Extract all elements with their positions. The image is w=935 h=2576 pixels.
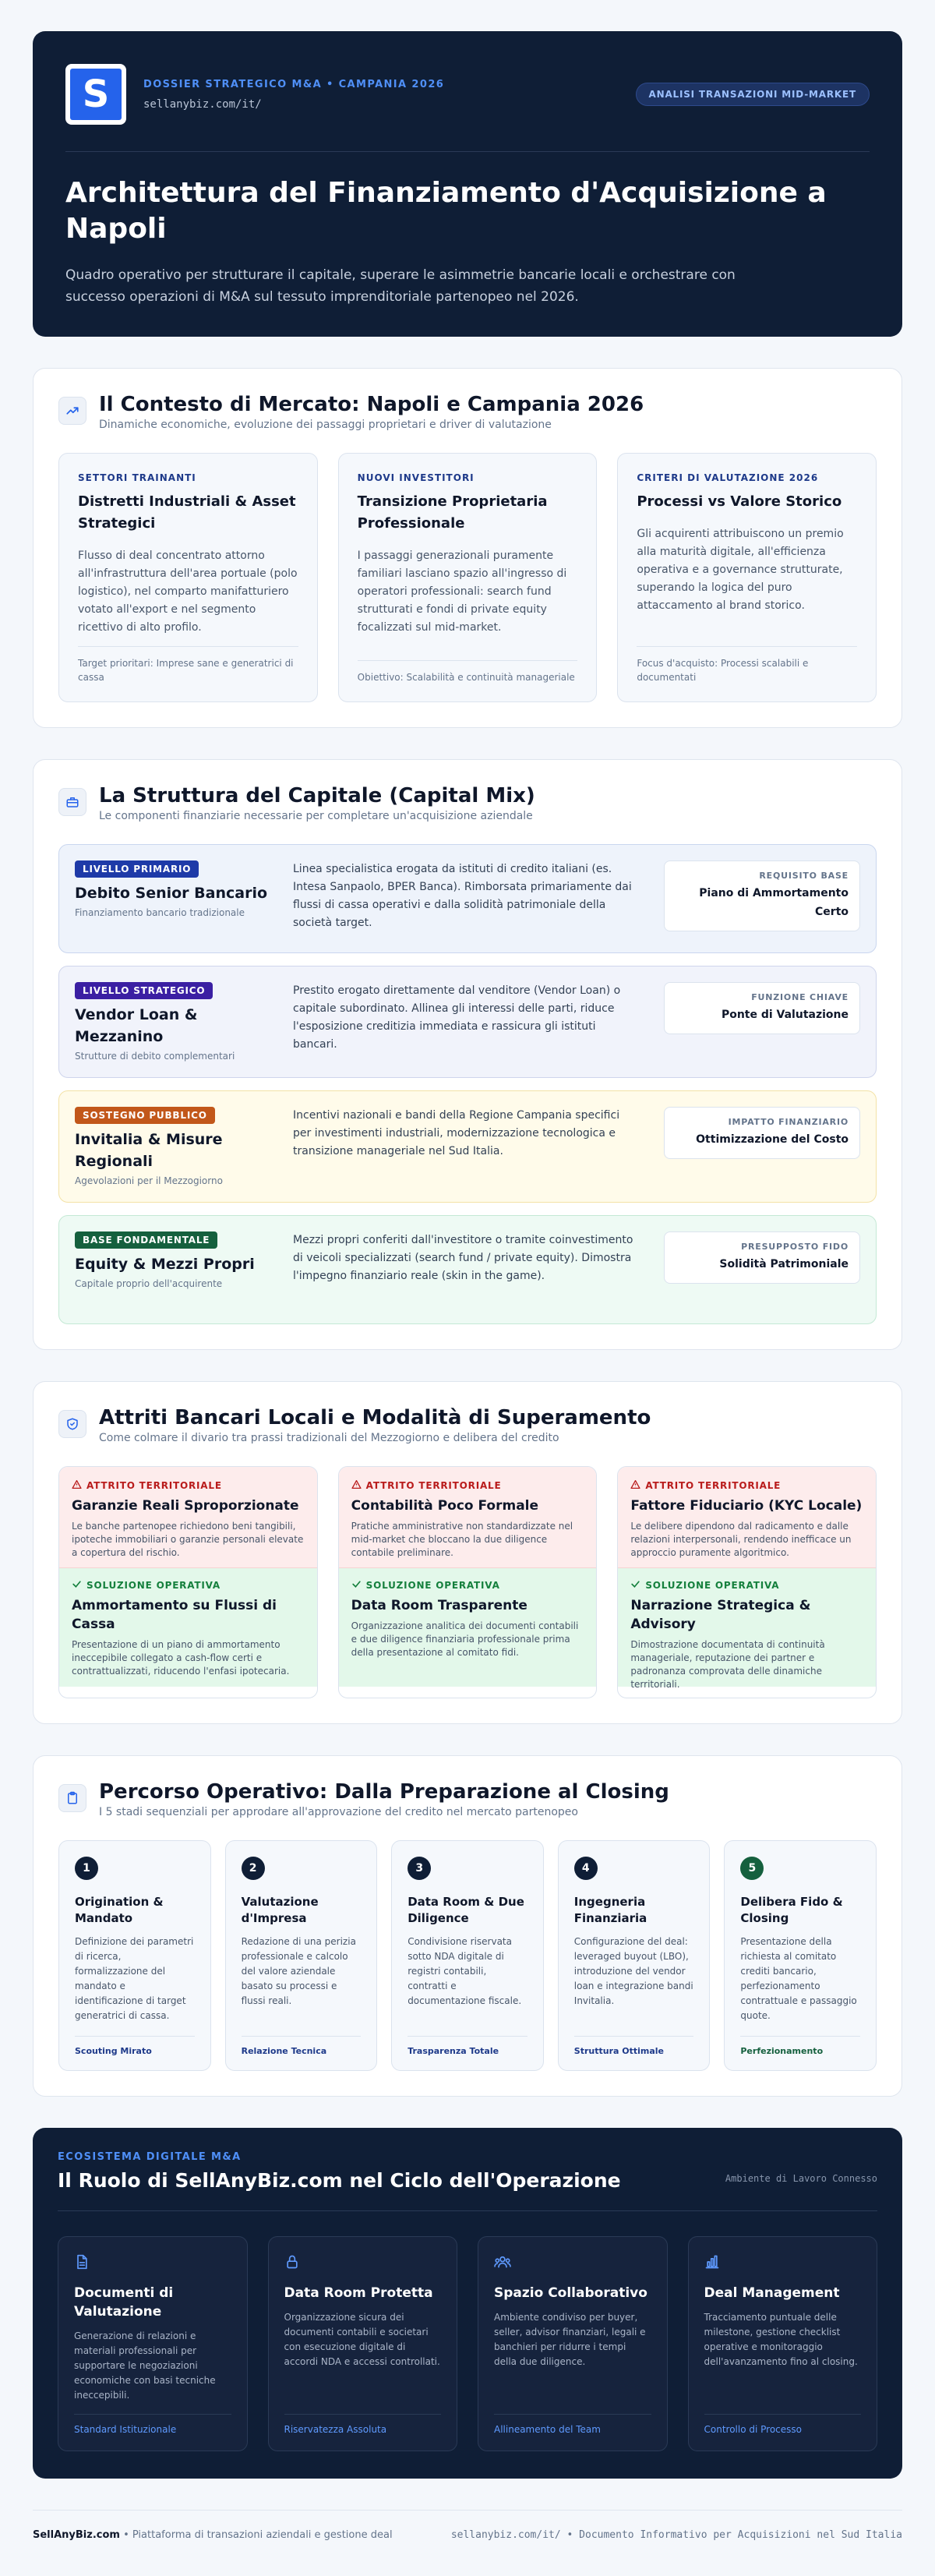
eco-title: Il Ruolo di SellAnyBiz.com nel Ciclo dell'Operazione: [58, 2169, 621, 2192]
page-footer: [33, 2510, 902, 2541]
check-icon: [72, 1579, 82, 1592]
risk-tag: ATTRITO TERRITORIALE: [645, 1480, 782, 1491]
row-subtitle: Strutture di debito complementari: [75, 1051, 235, 1062]
page-subtitle: Quadro operativo per strutturare il capitale, superare le asimmetrie bancarie locali e orchestrare con successo operazioni di M&A sul tessuto imprenditoriale partenopeo nel 2026.: [65, 267, 736, 305]
card-body: Flusso di deal concentrato attorno all'infrastruttura dell'area portuale (polo logistico), nel comparto manifatturiero votato all'export e nel segmento ricettivo di alto profilo.: [78, 549, 298, 634]
row-title: Equity & Mezzi Propri: [75, 1256, 255, 1273]
trending-up-icon: [58, 397, 86, 425]
briefcase-icon: [58, 788, 86, 816]
eco-card-body: Generazione di relazioni e materiali professionali per supportare le negoziazioni economiche con basi tecniche ineccepibili.: [74, 2330, 216, 2401]
eco-card-footer: Standard Istituzionale: [74, 2414, 231, 2435]
market-card: [617, 453, 877, 702]
capital-section: [33, 759, 902, 1350]
step-footer: Relazione Tecnica: [242, 2036, 362, 2056]
level-badge: LIVELLO STRATEGICO: [75, 982, 213, 999]
eco-card-body: Ambiente condiviso per buyer, seller, advisor finanziari, legali e banchieri per ridurre i tempi della due diligence.: [494, 2312, 646, 2367]
row-title: Debito Senior Bancario: [75, 885, 268, 902]
row-requirement-box: [664, 860, 860, 931]
hero-badge: ANALISI TRANSAZIONI MID-MARKET: [636, 83, 870, 106]
page-title: Architettura del Finanziamento d'Acquisizione a Napoli: [65, 177, 827, 245]
capital-row: [58, 844, 877, 953]
risk-body: Le delibere dipendono dal radicamento e dalle relazioni interpersonali, rendendo inefficace un approccio puramente algoritmico.: [630, 1521, 852, 1558]
solution-tag: SOLUZIONE OPERATIVA: [645, 1580, 780, 1591]
brand: [65, 64, 444, 125]
section-title: Il Contesto di Mercato: Napoli e Campania 2026: [99, 393, 644, 416]
check-icon: [351, 1579, 362, 1592]
card-body: I passaggi generazionali puramente familiari lasciano spazio all'ingresso di operatori professionali: search fund strutturati e fondi di private equity focalizzati sul mid-market.: [357, 549, 567, 634]
step-card: [58, 1840, 211, 2071]
eco-kicker: ECOSISTEMA DIGITALE M&A: [58, 2151, 242, 2163]
step-card: [724, 1840, 877, 2071]
row-body: Mezzi propri conferiti dall'investitore o tramite coinvestimento di veicoli specializzati (search fund / private equity). Dimostra l'impegno finanziario reale (skin in the game).: [293, 1234, 633, 1282]
card-body: Gli acquirenti attribuiscono un premio alla maturità digitale, all'efficienza operativa e a governance strutturate, superando la logica del puro attaccamento al brand storico.: [637, 528, 844, 612]
risk-body: Pratiche amministrative non standardizzate nel mid-market che bloccano la due diligence contabile preliminare.: [351, 1521, 573, 1558]
level-badge: LIVELLO PRIMARIO: [75, 860, 199, 878]
card-tag: SETTORI TRAINANTI: [78, 472, 196, 483]
market-card: [58, 453, 318, 702]
eco-card: [478, 2236, 668, 2451]
solution-body: Presentazione di un piano di ammortamento ineccepibile collegato a cash-flow certi e contrattualizzati, riducendo l'enfasi ipotecaria.: [72, 1639, 290, 1677]
step-body: Configurazione del deal: leveraged buyout (LBO), introduzione del vendor loan e integrazione bandi Invitalia.: [573, 1936, 693, 2006]
step-title: Data Room & Due Diligence: [408, 1895, 524, 1925]
warning-icon: [351, 1479, 362, 1492]
risk-tag: ATTRITO TERRITORIALE: [365, 1480, 502, 1491]
step-number: 3: [408, 1857, 431, 1880]
eco-card-title: Data Room Protetta: [284, 2285, 433, 2301]
step-body: Condivisione riservata sotto NDA digitale di registri contabili, contratti e documentazione fiscale.: [408, 1936, 522, 2006]
step-title: Origination & Mandato: [75, 1895, 164, 1925]
section-title: Attriti Bancari Locali e Modalità di Superamento: [99, 1406, 651, 1429]
box-label: REQUISITO BASE: [759, 871, 849, 881]
row-subtitle: Capitale proprio dell'acquirente: [75, 1278, 223, 1289]
friction-card: [338, 1466, 598, 1698]
card-tag: NUOVI INVESTITORI: [357, 472, 475, 483]
step-card: [391, 1840, 544, 2071]
card-title: Transizione Proprietaria Professionale: [357, 493, 548, 532]
hero-url: sellanybiz.com/it/: [143, 97, 262, 111]
risk-tag: ATTRITO TERRITORIALE: [86, 1480, 222, 1491]
solution-tag: SOLUZIONE OPERATIVA: [365, 1580, 500, 1591]
row-subtitle: Agevolazioni per il Mezzogiorno: [75, 1175, 223, 1186]
solution-title: Data Room Trasparente: [351, 1598, 527, 1613]
eco-card: [268, 2236, 458, 2451]
row-body: Prestito erogato direttamente dal venditore (Vendor Loan) o capitale subordinato. Allinea gli interessi delle parti, riduce l'esposizione creditizia immediata e rassicura gli istituti bancari.: [293, 984, 621, 1051]
step-card: [225, 1840, 378, 2071]
step-number: 5: [740, 1857, 764, 1880]
footer-tagline: • Piattaforma di transazioni aziendali e gestione deal: [123, 2529, 393, 2541]
section-subtitle: Le componenti finanziarie necessarie per completare un'acquisizione aziendale: [99, 810, 533, 822]
eco-card-title: Documenti di Valutazione: [74, 2285, 174, 2320]
hero-kicker: DOSSIER STRATEGICO M&A • CAMPANIA 2026: [143, 78, 445, 90]
step-body: Definizione dei parametri di ricerca, formalizzazione del mandato e identificazione di target generatrici di cassa.: [75, 1936, 194, 2021]
row-body: Incentivi nazionali e bandi della Regione Campania specifici per investimenti industriali, modernizzazione tecnologica e transizione manageriale nel Sud Italia.: [293, 1109, 620, 1157]
step-footer: Scouting Mirato: [75, 2036, 195, 2056]
level-badge: SOSTEGNO PUBBLICO: [75, 1107, 215, 1124]
warning-icon: [630, 1479, 640, 1492]
box-value: Ponte di Valutazione: [721, 1009, 849, 1021]
step-body: Presentazione della richiesta al comitato crediti bancario, perfezionamento contrattuale e passaggio quote.: [740, 1936, 857, 2021]
warning-icon: [72, 1479, 82, 1492]
friction-section: [33, 1381, 902, 1724]
risk-body: Le banche partenopee richiedono beni tangibili, ipoteche immobiliari o garanzie personali elevate a copertura del rischio.: [72, 1521, 304, 1558]
eco-card-body: Tracciamento puntuale delle milestone, gestione checklist operative e monitoraggio dell'avanzamento fino al closing.: [704, 2312, 858, 2367]
shield-check-icon: [58, 1410, 86, 1438]
users-icon: [494, 2254, 651, 2273]
risk-title: Contabilità Poco Formale: [351, 1498, 539, 1514]
ecosystem-section: [33, 2128, 902, 2479]
section-subtitle: I 5 stadi sequenziali per approdare all'approvazione del credito nel mercato partenopeo: [99, 1806, 578, 1818]
step-number: 2: [242, 1857, 265, 1880]
logo-mark: S: [70, 69, 122, 120]
solution-title: Narrazione Strategica & Advisory: [630, 1598, 811, 1632]
document-icon: [74, 2254, 231, 2273]
market-section: [33, 368, 902, 728]
logo: [65, 64, 126, 125]
step-card: [558, 1840, 711, 2071]
section-title: La Struttura del Capitale (Capital Mix): [99, 784, 535, 807]
row-title: Invitalia & Misure Regionali: [75, 1131, 223, 1170]
footer-brand: SellAnyBiz.com: [33, 2529, 120, 2541]
hero-banner: [33, 31, 902, 337]
capital-row: [58, 966, 877, 1078]
step-footer: Perfezionamento: [740, 2036, 860, 2056]
section-subtitle: Come colmare il divario tra prassi tradizionali del Mezzogiorno e delibera del credito: [99, 1432, 559, 1444]
box-value: Solidità Patrimoniale: [719, 1258, 849, 1270]
eco-card: [688, 2236, 878, 2451]
risk-title: Garanzie Reali Sproporzionate: [72, 1498, 299, 1514]
box-label: IMPATTO FINANZIARIO: [728, 1117, 849, 1127]
eco-card-title: Deal Management: [704, 2285, 840, 2301]
section-title: Percorso Operativo: Dalla Preparazione al Closing: [99, 1780, 669, 1804]
row-requirement-box: [664, 1107, 860, 1159]
capital-row: [58, 1215, 877, 1324]
step-footer: Trasparenza Totale: [408, 2036, 527, 2056]
level-badge: BASE FONDAMENTALE: [75, 1231, 217, 1249]
box-label: FUNZIONE CHIAVE: [751, 992, 849, 1002]
eco-card-body: Organizzazione sicura dei documenti contabili e societari con esecuzione digitale di accordi NDA e accessi controllati.: [284, 2312, 440, 2367]
eco-card-footer: Allineamento del Team: [494, 2414, 651, 2435]
eco-card-footer: Riservatezza Assoluta: [284, 2414, 442, 2435]
solution-tag: SOLUZIONE OPERATIVA: [86, 1580, 221, 1591]
check-icon: [630, 1579, 640, 1592]
eco-card-title: Spazio Collaborativo: [494, 2285, 647, 2301]
chart-icon: [704, 2254, 862, 2273]
card-tag: CRITERI DI VALUTAZIONE 2026: [637, 472, 819, 483]
card-footer: Obiettivo: Scalabilità e continuità manageriale: [358, 660, 578, 684]
friction-card: [58, 1466, 318, 1698]
capital-row: [58, 1090, 877, 1203]
card-footer: Focus d'acquisto: Processi scalabili e documentati: [637, 646, 857, 684]
solution-body: Dimostrazione documentata di continuità manageriale, reputazione dei partner e padronanza comprovata delle dinamiche territoriali.: [630, 1639, 825, 1690]
card-title: Processi vs Valore Storico: [637, 493, 842, 510]
footer-right: sellanybiz.com/it/ • Documento Informativo per Acquisizioni nel Sud Italia: [450, 2529, 902, 2541]
card-footer: Target prioritari: Imprese sane e generatrici di cassa: [78, 646, 298, 684]
risk-title: Fattore Fiduciario (KYC Locale): [630, 1498, 863, 1514]
clipboard-icon: [58, 1784, 86, 1812]
solution-body: Organizzazione analitica dei documenti contabili e due diligence finanziaria professionale prima della presentazione al comitato fidi.: [351, 1620, 579, 1658]
step-number: 4: [574, 1857, 598, 1880]
section-subtitle: Dinamiche economiche, evoluzione dei passaggi proprietari e driver di valutazione: [99, 419, 552, 431]
market-card: [338, 453, 598, 702]
row-body: Linea specialistica erogata da istituti di credito italiani (es. Intesa Sanpaolo, BPER Banca). Rimborsata primariamente dai flussi di cassa operativi e dalla solidità patrimoniale della società target.: [293, 863, 632, 929]
row-requirement-box: [664, 982, 860, 1034]
solution-title: Ammortamento su Flussi di Cassa: [72, 1598, 277, 1632]
step-title: Ingegneria Finanziaria: [573, 1895, 647, 1925]
friction-card: [617, 1466, 877, 1698]
lock-icon: [284, 2254, 442, 2273]
step-title: Delibera Fido & Closing: [740, 1895, 843, 1925]
row-requirement-box: [664, 1231, 860, 1284]
row-subtitle: Finanziamento bancario tradizionale: [75, 907, 245, 918]
step-number: 1: [75, 1857, 98, 1880]
step-footer: Struttura Ottimale: [574, 2036, 694, 2056]
eco-label: Ambiente di Lavoro Connesso: [725, 2173, 877, 2184]
card-title: Distretti Industriali & Asset Strategici: [78, 493, 296, 532]
eco-card: [58, 2236, 248, 2451]
step-title: Valutazione d'Impresa: [241, 1895, 319, 1925]
step-body: Redazione di una perizia professionale e calcolo del valore aziendale basato su processi e flussi reali.: [241, 1936, 356, 2006]
eco-card-footer: Controllo di Processo: [704, 2414, 862, 2435]
box-value: Ottimizzazione del Costo: [696, 1133, 849, 1146]
box-value: Piano di Ammortamento Certo: [699, 887, 849, 918]
row-title: Vendor Loan & Mezzanino: [75, 1006, 198, 1045]
steps-section: [33, 1755, 902, 2097]
box-label: PRESUPPOSTO FIDO: [741, 1242, 849, 1252]
hero-divider: [65, 151, 870, 152]
